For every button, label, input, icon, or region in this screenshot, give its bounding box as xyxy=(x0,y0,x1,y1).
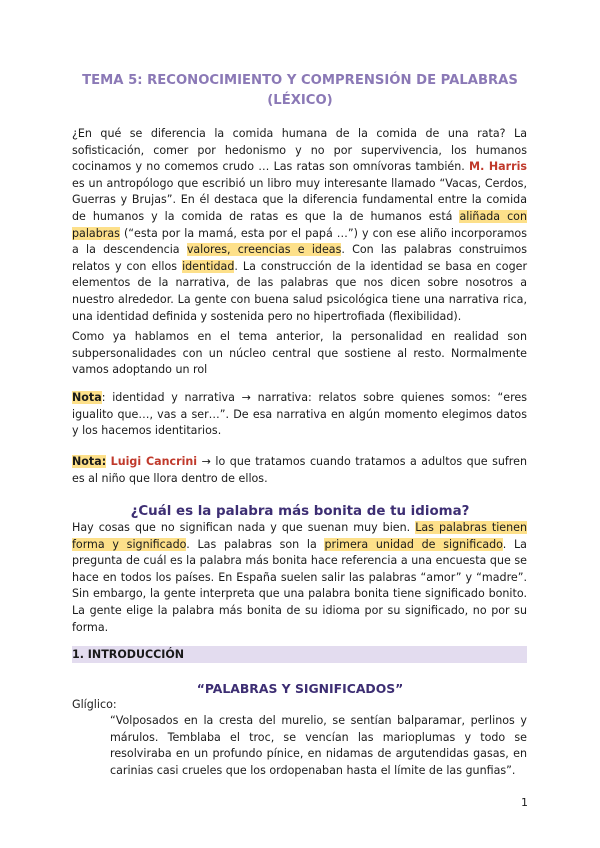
author-name: M. Harris xyxy=(469,160,527,174)
intro-text-3: (“esta por la mamá, esta por el papá …”) y con ese aliño incorporamos a la descendencia xyxy=(72,226,527,257)
heading-palabras-significados: “PALABRAS Y SIGNIFICADOS” xyxy=(196,681,404,696)
intro-text-2: es un antropólogo que escribió un libro muy interesante llamado “Vacas, Cerdos, Guerras y Brujas”. En él destaca que la diferencia fundamental entre la comida de humanos y la comida de ratas es que la de humanos está xyxy=(72,176,527,223)
section-introduccion: 1. INTRODUCCIÓN xyxy=(72,646,527,663)
note-2-label: Nota: xyxy=(72,455,107,468)
gliglico-label: Glíglico: xyxy=(72,698,117,711)
page-title xyxy=(60,71,540,111)
title-line-1: TEMA 5: RECONOCIMIENTO Y COMPRENSIÓN DE PALABRAS xyxy=(82,73,518,88)
highlight-forma-significado: Las palabras tienen forma y significado xyxy=(72,521,527,551)
intro-text-5: . La construcción de la identidad se basa en coger elementos de la narrativa, de las palabras que nos dicen sobre nosotros a nuestro alrededor. La gente con buena salud psicológica tiene una narrativa rica, una identidad definida y sostenida pero no hipertrofiada (flexibilidad). xyxy=(72,259,528,323)
highlight-primera-unidad: primera unidad de significado xyxy=(324,537,503,551)
intro-text-1: ¿En qué se diferencia la comida humana de la comida de una rata? La sofisticación, comer por hedonismo y no por supervivencia, los humanos cocinamos y no comemos crudo … Las ratas son omnívoras también. xyxy=(72,127,527,174)
highlight-identidad: identidad xyxy=(182,259,235,273)
note-2-name: Luigi Cancrini xyxy=(110,455,198,468)
palabra-bonita-paragraph xyxy=(72,520,527,636)
para3-text-2: . Las palabras son la xyxy=(186,537,325,551)
note-2 xyxy=(72,454,527,487)
personality-paragraph: Como ya hablamos en el tema anterior, la personalidad en realidad son subpersonalidades con un núcleo central que sostiene al resto. Normalmente vamos adoptando un rol xyxy=(72,330,527,377)
gliglico-quote: “Volposados en la cresta del murelio, se sentían balparamar, perlinos y márulos. Temblaba el troc, se vencían las marioplumas y todo se resolviraba en un profundo pínice, en nidamas de argutendidas gasas, en carinias casi crueles que los ordopenaban hasta el límite de las gunfias”. xyxy=(110,714,527,777)
highlight-valores: valores, creencias e ideas xyxy=(186,243,342,257)
para3-text-3: . La pregunta de cuál es la palabra más bonita hace referencia a una encuesta que se hace en todos los países. En España suelen salir las palabras “amor” y “madre”. Sin embargo, la gente interpreta que una palabra bonita tiene significado bonito. La gente elige la palabra más bonita de su idioma por su significado, no por su forma. xyxy=(72,537,527,634)
page-number: 1 xyxy=(521,796,528,809)
note-1-label: Nota xyxy=(72,391,102,404)
note-1 xyxy=(72,390,527,440)
title-line-2: (LÉXICO) xyxy=(267,93,333,108)
section-heading-palabra-bonita: ¿Cuál es la palabra más bonita de tu idioma? xyxy=(130,504,470,519)
intro-paragraph xyxy=(72,126,527,325)
note-1-text: : identidad y narrativa → narrativa: relatos sobre quienes somos: “eres igualito que…, vas a ser…”. De esa narrativa en algún momento elegimos datos y los hacemos identitarios. xyxy=(72,391,527,438)
para3-text-1: Hay cosas que no significan nada y que suenan muy bien. xyxy=(72,521,416,534)
note-2-text: → lo que tratamos cuando tratamos a adultos que sufren es al niño que llora dentro de ellos. xyxy=(72,455,527,485)
highlight-alinada: aliñada con palabras xyxy=(72,209,527,240)
intro-text-4: . Con las palabras construimos relatos y con ellos xyxy=(72,243,527,273)
